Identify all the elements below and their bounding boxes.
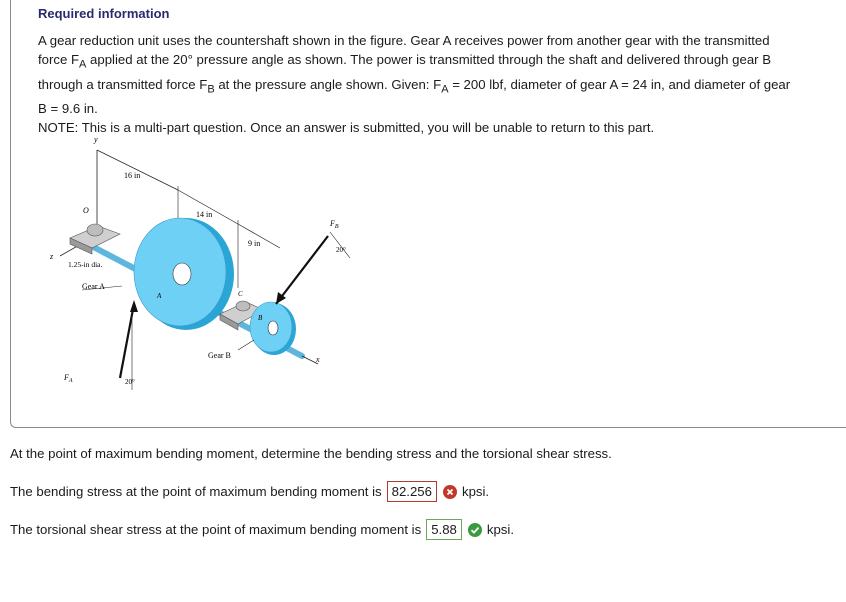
- multipart-note: NOTE: This is a multi-part question. Once an answer is submitted, you will be unable to return to this part.: [38, 120, 655, 136]
- dim-9in: 9 in: [248, 239, 261, 248]
- torsional-stress-row: [10, 519, 514, 540]
- torsional-stress-input[interactable]: 5.88: [426, 519, 462, 540]
- force-fa-label: $F_A$: [64, 373, 73, 384]
- point-b-label: B: [258, 314, 263, 322]
- force-fb-label: $F_B$: [330, 219, 339, 230]
- torsional-stress-unit: kpsi.: [486, 522, 514, 537]
- info-title: Required information: [38, 6, 170, 21]
- point-c-label: C: [238, 290, 243, 298]
- problem-statement: A gear reduction unit uses the countershaft shown in the figure. Gear A receives power from another gear with the transmitted force $F_A$ applied at the 20° pressure angle as shown. The power is transmitted through the shaft and delivered through gear B through a transmitted force $F_B$ at the pressure angle shown. Given: $F_A = 200$ lbf, diameter of gear A = 24 in, and diameter of gear B = 9.6 in. NOTE: This is a multi-part question. Once an answer is submitted, you will be unable to return to this part.: [38, 31, 798, 137]
- question-text: At the point of maximum bending moment, determine the bending stress and the torsional shear stress.: [10, 446, 612, 461]
- angle-b-label: 20°: [336, 246, 346, 254]
- torsional-stress-prompt: The torsional shear stress at the point of maximum bending moment is: [10, 522, 422, 537]
- shaft-diameter-label: 1.25-in dia.: [68, 260, 103, 269]
- dim-16in: 16 in: [124, 171, 141, 180]
- point-a-label: A: [157, 292, 162, 300]
- x-axis-label: x: [316, 355, 320, 364]
- y-axis-label: y: [94, 135, 98, 144]
- countershaft-figure: [50, 128, 380, 398]
- bending-stress-prompt: The bending stress at the point of maximum bending moment is: [10, 484, 382, 499]
- bending-stress-unit: kpsi.: [461, 484, 490, 499]
- gear-a-label: Gear A: [82, 282, 105, 291]
- z-axis-label: z: [50, 252, 54, 261]
- gear-b: [250, 302, 296, 355]
- correct-icon: [468, 523, 482, 537]
- gear-b-label: Gear B: [208, 351, 231, 360]
- angle-a-label: 20°: [125, 378, 135, 386]
- bending-stress-row: [10, 481, 489, 502]
- dim-14in: 14 in: [196, 210, 213, 219]
- gear-a: [134, 218, 234, 330]
- bending-stress-input[interactable]: 82.256: [387, 481, 437, 502]
- incorrect-icon: [443, 485, 457, 499]
- origin-label: O: [83, 206, 89, 215]
